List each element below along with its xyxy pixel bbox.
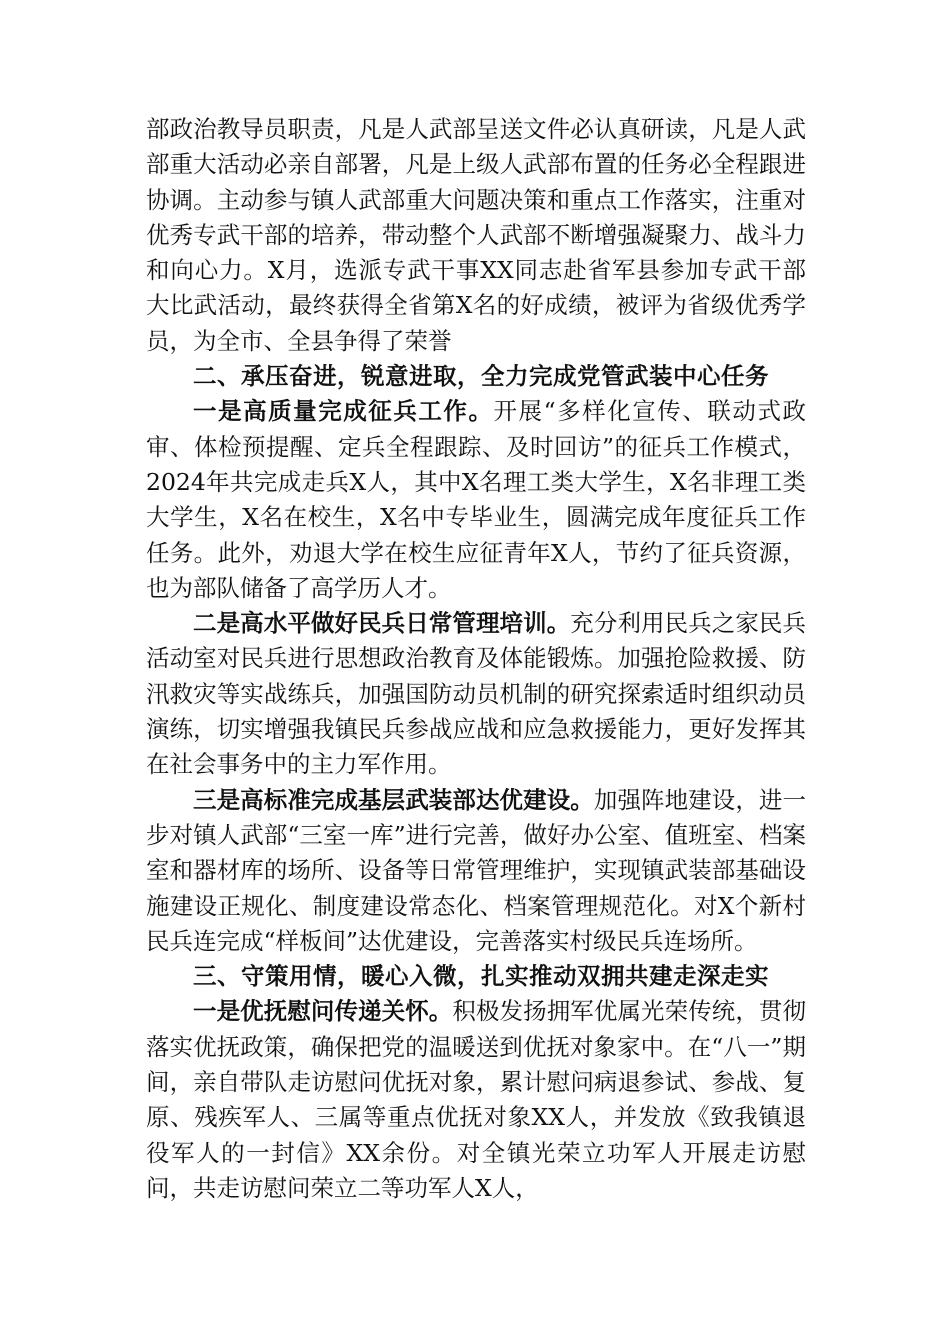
document-page	[146, 112, 806, 1206]
paragraph-lead: 三是高标准完成基层武装部达优建设。	[193, 785, 594, 814]
section-heading	[146, 959, 806, 994]
body-paragraph	[146, 112, 806, 359]
paragraph-lead: 一是优抚慰问传递关怀。	[193, 997, 453, 1026]
paragraph-lead: 二是高水平做好民兵日常管理培训。	[193, 609, 571, 638]
paragraph-text: 加强阵地建设，进一步对镇人武部“三室一库”进行完善，做好办公室、值班室、档案室和器材库的场所、设备等日常管理维护，实现镇武装部基础设施建设正规化、制度建设常态化、档案管理规范化。对X个新村民兵连完成“样板间”达优建设，完善落实村级民兵连场所。	[146, 785, 806, 955]
body-paragraph	[146, 394, 806, 606]
body-paragraph	[146, 783, 806, 959]
body-paragraph	[146, 994, 806, 1206]
paragraph-lead: 一是高质量完成征兵工作。	[193, 397, 494, 426]
paragraph-text: 部政治教导员职责，凡是人武部呈送文件必认真研读，凡是人武部重大活动必亲自部署，凡是上级人武部布置的任务必全程跟进协调。主动参与镇人武部重大问题决策和重点工作落实，注重对优秀专武干部的培养，带动整个人武部不断增强凝聚力、战斗力和向心力。X月，选派专武干事XX同志赴省军县参加专武干部大比武活动，最终获得全省第X名的好成绩，被评为省级优秀学员，为全市、全县争得了荣誉	[146, 115, 806, 355]
heading-text: 三、守策用情，暖心入微，扎实推动双拥共建走深走实	[193, 962, 769, 991]
paragraph-text: 充分利用民兵之家民兵活动室对民兵进行思想政治教育及体能锻炼。加强抢险救援、防汛救灾等实战练兵，加强国防动员机制的研究探索适时组织动员演练，切实增强我镇民兵参战应战和应急救援能力，更好发挥其在社会事务中的主力军作用。	[146, 609, 807, 779]
heading-text: 二、承压奋进，锐意进取，全力完成党管武装中心任务	[193, 362, 769, 391]
body-paragraph	[146, 606, 806, 782]
section-heading	[146, 359, 806, 394]
paragraph-text: 积极发扬拥军优属光荣传统，贯彻落实优抚政策，确保把党的温暖送到优抚对象家中。在“八一”期间，亲自带队走访慰问优抚对象，累计慰问病退参试、参战、复原、残疾军人、三属等重点优抚对象XX人，并发放《致我镇退役军人的一封信》XX余份。对全镇光荣立功军人开展走访慰问，共走访慰问荣立二等功军人X人，	[146, 997, 807, 1202]
paragraph-text: 开展“多样化宣传、联动式政审、体检预提醒、定兵全程跟踪、及时回访”的征兵工作模式，2024年共完成走兵X人，其中X名理工类大学生，X名非理工类大学生，X名在校生，X名中专毕业生，圆满完成年度征兵工作任务。此外，劝退大学在校生应征青年X人，节约了征兵资源，也为部队储备了高学历人才。	[146, 397, 807, 602]
